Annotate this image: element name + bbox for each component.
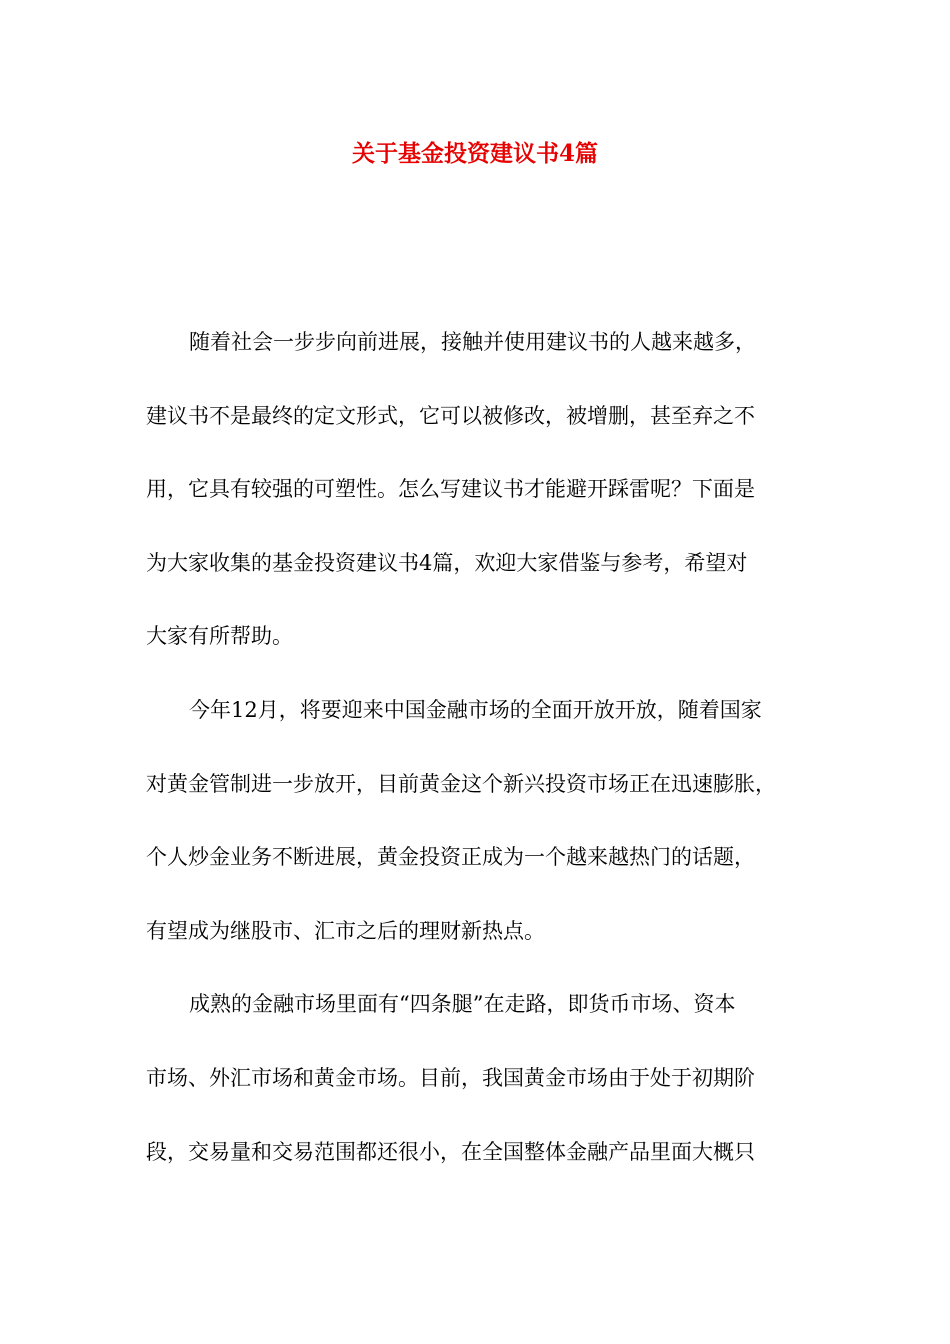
paragraph-line: 段，交易量和交易范围都还很小，在全国整体金融产品里面大概只 xyxy=(146,1140,755,1164)
paragraph-line: 对黄金管制进一步放开，目前黄金这个新兴投资市场正在迅速膨胀， xyxy=(146,772,776,796)
paragraph-line: 个人炒金业务不断进展，黄金投资正成为一个越来越热门的话题， xyxy=(146,845,755,869)
paragraph-line: 建议书不是最终的定文形式，它可以被修改，被增删，甚至弃之不 xyxy=(146,404,755,428)
paragraph-first-line: 今年12月，将要迎来中国金融市场的全面开放开放，随着国家 xyxy=(189,698,762,722)
paragraph-line: 大家有所帮助。 xyxy=(146,624,293,648)
paragraph-line: 有望成为继股市、汇市之后的理财新热点。 xyxy=(146,919,545,943)
paragraph-first-line: 随着社会一步步向前进展，接触并使用建议书的人越来越多， xyxy=(189,330,756,354)
paragraph-first-line: 成熟的金融市场里面有“四条腿”在走路，即货币市场、资本 xyxy=(189,992,736,1016)
paragraph-line: 市场、外汇市场和黄金市场。目前，我国黄金市场由于处于初期阶 xyxy=(146,1066,755,1090)
paragraph-line: 用，它具有较强的可塑性。怎么写建议书才能避开踩雷呢？下面是 xyxy=(146,477,755,501)
document-title: 关于基金投资建议书4篇 xyxy=(351,140,598,167)
paragraph-line: 为大家收集的基金投资建议书4篇，欢迎大家借鉴与参考，希望对 xyxy=(146,551,748,575)
